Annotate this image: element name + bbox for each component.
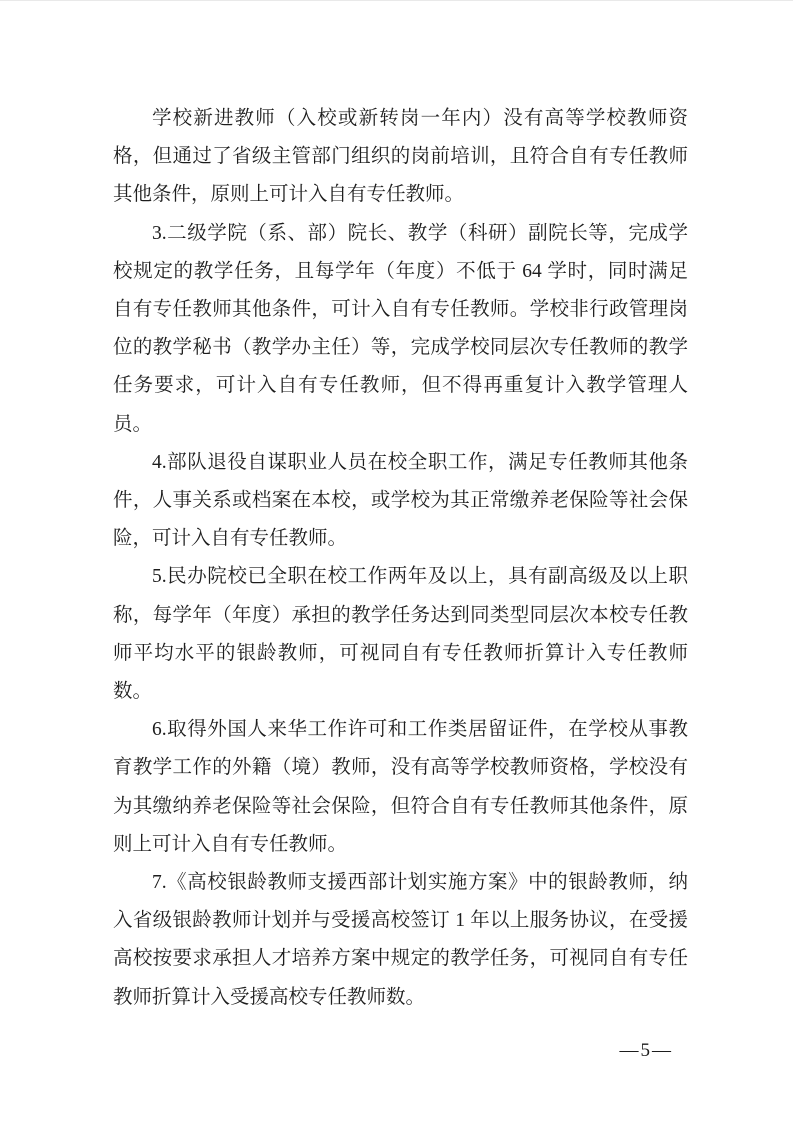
paragraph-item-3: 3.二级学院（系、部）院长、教学（科研）副院长等，完成学校规定的教学任务，且每学年（年度）不低于 64 学时，同时满足自有专任教师其他条件，可计入自有专任教师。学校非行政管理岗位的教学秘书（教学办主任）等，完成学校同层次专任教师的教学任务要求，可计入自有专任教师，但不得再重复计入教学管理人员。: [113, 222, 688, 435]
paragraph-continuation: 学校新进教师（入校或新转岗一年内）没有高等学校教师资格，但通过了省级主管部门组织的岗前培训，且符合自有专任教师其他条件，原则上可计入自有专任教师。: [113, 108, 688, 206]
document-body: [113, 100, 688, 1017]
paragraph-item-5: 5.民办院校已全职在校工作两年及以上，具有副高级及以上职称，每学年（年度）承担的教学任务达到同类型同层次本校专任教师平均水平的银龄教师，可视同自有专任教师折算计入专任教师数。: [113, 566, 688, 703]
scan-edge-artifact: [0, 0, 793, 1]
paragraph-item-4: 4.部队退役自谋职业人员在校全职工作，满足专任教师其他条件，人事关系或档案在本校，或学校为其正常缴养老保险等社会保险，可计入自有专任教师。: [113, 451, 688, 550]
paragraph-item-7: 7.《高校银龄教师支援西部计划实施方案》中的银龄教师，纳入省级银龄教师计划并与受援高校签订 1 年以上服务协议，在受援高校按要求承担人才培养方案中规定的教学任务，可视同自有专任教师折算计入受援高校专任教师数。: [113, 872, 688, 1008]
paragraph-item-6: 6.取得外国人来华工作许可和工作类居留证件，在学校从事教育教学工作的外籍（境）教师，没有高等学校教师资格，学校没有为其缴纳养老保险等社会保险，但符合自有专任教师其他条件，原则上可计入自有专任教师。: [113, 719, 688, 855]
page-number: —5—: [619, 1040, 673, 1061]
